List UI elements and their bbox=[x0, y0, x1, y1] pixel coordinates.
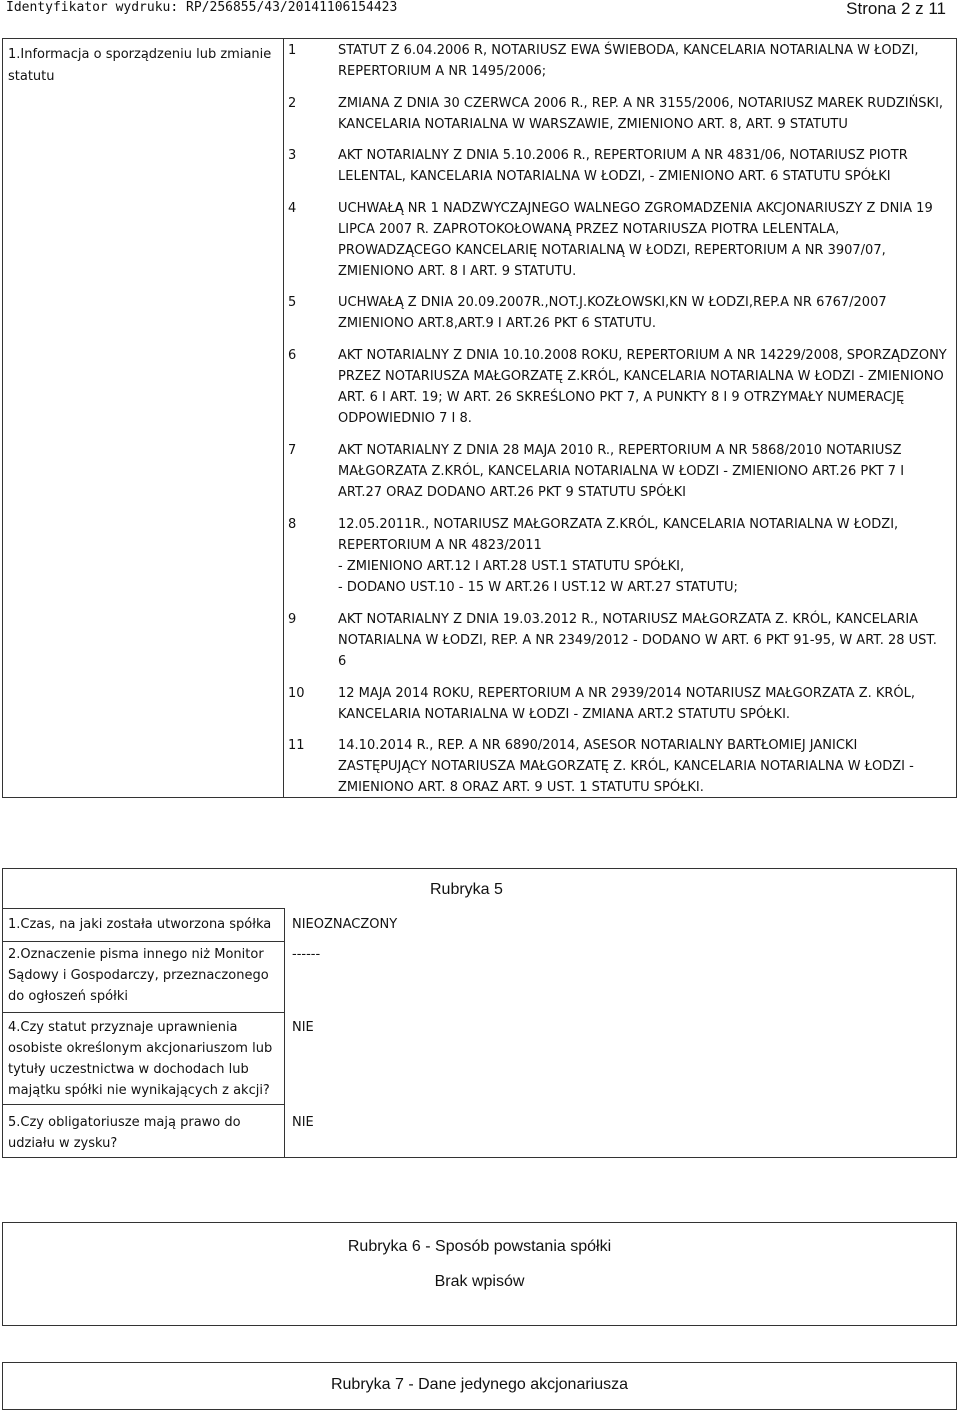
row-divider bbox=[3, 1104, 284, 1105]
statute-entry bbox=[288, 345, 948, 429]
entry-number: 2 bbox=[288, 96, 297, 111]
rubryka-5-title: Rubryka 5 bbox=[430, 881, 503, 898]
entry-text: AKT NOTARIALNY Z DNIA 10.10.2008 ROKU, REPERTORIUM A NR 14229/2008, SPORZĄDZONY PRZEZ NOTARIUSZA MAŁGORZATĘ Z.KRÓL, KANCELARIA NOTARIALNA W ŁODZI - ZMIENIONO ART. 6 I ART. 19; W ART. 26 SKREŚLONO PKT 7, A PUNKTY 8 I 9 OTRZYMAŁY NUMERACJĘ ODPOWIEDNIO 7 I 8. bbox=[338, 348, 947, 426]
row-divider bbox=[3, 941, 284, 942]
column-divider bbox=[284, 908, 285, 1157]
answer-duration: NIEOZNACZONY bbox=[292, 917, 398, 932]
entry-text: AKT NOTARIALNY Z DNIA 28 MAJA 2010 R., REPERTORIUM A NR 5868/2010 NOTARIUSZ MAŁGORZATA Z.KRÓL, KANCELARIA NOTARIALNA W ŁODZI - ZMIENIONO ART.26 PKT 7 I ART.27 ORAZ DODANO ART.26 PKT 9 STATUTU SPÓŁKI bbox=[338, 443, 905, 500]
answer-bondholders: NIE bbox=[292, 1115, 314, 1130]
statute-entry bbox=[288, 735, 948, 798]
entry-number: 6 bbox=[288, 348, 297, 363]
statute-entry bbox=[288, 514, 948, 598]
answer-publication: ------ bbox=[292, 947, 321, 962]
entry-number: 7 bbox=[288, 443, 297, 458]
entry-text: 14.10.2014 R., REP. A NR 6890/2014, ASESOR NOTARIALNY BARTŁOMIEJ JANICKI ZASTĘPUJĄCY NOTARIUSZA MAŁGORZATĘ Z. KRÓL, KANCELARIA NOTARIALNA W ŁODZI - ZMIENIONO ART. 8 ORAZ ART. 9 UST. 1 STATUTU SPÓŁKI. bbox=[338, 738, 914, 795]
column-divider bbox=[283, 39, 284, 797]
no-entries-text: Brak wpisów bbox=[434, 1273, 525, 1290]
statute-entry bbox=[288, 440, 948, 503]
rubryka-7-section bbox=[2, 1362, 957, 1410]
statute-entry bbox=[288, 198, 948, 282]
entry-text: STATUT Z 6.04.2006 R, NOTARIUSZ EWA ŚWIEBODA, KANCELARIA NOTARIALNA W ŁODZI, REPERTORIUM A NR 1495/2006; bbox=[338, 43, 919, 79]
rubryka-6-title: Rubryka 6 - Sposób powstania spółki bbox=[347, 1238, 612, 1255]
rubryka-6-section bbox=[2, 1222, 957, 1326]
entry-number: 9 bbox=[288, 612, 297, 627]
entry-text: ZMIANA Z DNIA 30 CZERWCA 2006 R., REP. A NR 3155/2006, NOTARIUSZ MAREK RUDZIŃSKI, KANCELARIA NOTARIALNA W WARSZAWIE, ZMIENIONO ART. 8, ART. 9 STATUTU bbox=[338, 96, 944, 132]
entry-number: 5 bbox=[288, 295, 297, 310]
entry-text: AKT NOTARIALNY Z DNIA 5.10.2006 R., REPERTORIUM A NR 4831/06, NOTARIUSZ PIOTR LELENTAL, KANCELARIA NOTARIALNA W ŁODZI, - ZMIENIONO ART. 6 STATUTU SPÓŁKI bbox=[338, 148, 908, 184]
entry-number: 1 bbox=[288, 43, 297, 58]
rubryka-5-section bbox=[2, 868, 957, 1158]
entry-text: AKT NOTARIALNY Z DNIA 19.03.2012 R., NOTARIUSZ MAŁGORZATA Z. KRÓL, KANCELARIA NOTARIALNA W ŁODZI, REP. A NR 2349/2012 - DODANO W ART. 6 PKT 91-95, W ART. 28 UST. 6 bbox=[338, 612, 937, 669]
question-publication: 2.Oznaczenie pisma innego niż Monitor Sądowy i Gospodarczy, przeznaczonego do ogłoszeń spółki bbox=[8, 947, 269, 1004]
statute-entry bbox=[288, 145, 948, 187]
entry-number: 11 bbox=[288, 738, 305, 753]
entry-number: 10 bbox=[288, 686, 305, 701]
statute-entry bbox=[288, 40, 948, 82]
entry-text: UCHWAŁĄ Z DNIA 20.09.2007R.,NOT.J.KOZŁOWSKI,KN W ŁODZI,REP.A NR 6767/2007 ZMIENIONO ART.8,ART.9 I ART.26 PKT 6 STATUTU. bbox=[338, 295, 887, 331]
entry-text: 12.05.2011R., NOTARIUSZ MAŁGORZATA Z.KRÓL, KANCELARIA NOTARIALNA W ŁODZI, REPERTORIUM A NR 4823/2011 - ZMIENIONO ART.12 I ART.28 UST.1 STATUTU SPÓŁKI, - DODANO UST.10 - 15 W ART.26 I UST.12 W ART.27 STATUTU; bbox=[338, 517, 899, 595]
statute-section-label: 1.Informacja o sporządzeniu lub zmianie statutu bbox=[8, 47, 272, 84]
entry-number: 3 bbox=[288, 148, 297, 163]
rubryka-7-title: Rubryka 7 - Dane jedynego akcjonariusza bbox=[330, 1376, 629, 1393]
question-bondholders: 5.Czy obligatoriusze mają prawo do udziału w zysku? bbox=[8, 1115, 241, 1151]
answer-shareholder-rights: NIE bbox=[292, 1020, 314, 1035]
row-divider bbox=[3, 1012, 284, 1013]
statute-entry bbox=[288, 683, 948, 725]
print-identifier: Identyfikator wydruku: RP/256855/43/20141106154423 bbox=[6, 0, 398, 15]
question-duration: 1.Czas, na jaki została utworzona spółka bbox=[8, 917, 272, 932]
statute-entry bbox=[288, 609, 948, 672]
entry-number: 4 bbox=[288, 201, 297, 216]
statute-entry bbox=[288, 292, 948, 334]
page-number: Strona 2 z 11 bbox=[846, 0, 946, 18]
entry-text: 12 MAJA 2014 ROKU, REPERTORIUM A NR 2939/2014 NOTARIUSZ MAŁGORZATA Z. KRÓL, KANCELARIA NOTARIALNA W ŁODZI - ZMIANA ART.2 STATUTU SPÓŁKI. bbox=[338, 686, 916, 722]
statute-entry bbox=[288, 93, 948, 135]
entry-number: 8 bbox=[288, 517, 297, 532]
question-shareholder-rights: 4.Czy statut przyznaje uprawnienia osobiste określonym akcjonariuszom lub tytuły uczestnictwa w dochodach lub majątku spółki nie wynikających z akcji? bbox=[8, 1020, 273, 1098]
entry-text: UCHWAŁĄ NR 1 NADZWYCZAJNEGO WALNEGO ZGROMADZENIA AKCJONARIUSZY Z DNIA 19 LIPCA 2007 R. ZAPROTOKOŁOWANĄ PRZEZ NOTARIUSZA PIOTRA LELENTALA, PROWADZĄCEGO KANCELARIĘ NOTARIALNĄ W ŁODZI, REPERTORIUM A NR 3907/07, ZMIENIONO ART. 8 I ART. 9 STATUTU. bbox=[338, 201, 933, 279]
row-divider bbox=[3, 908, 284, 909]
